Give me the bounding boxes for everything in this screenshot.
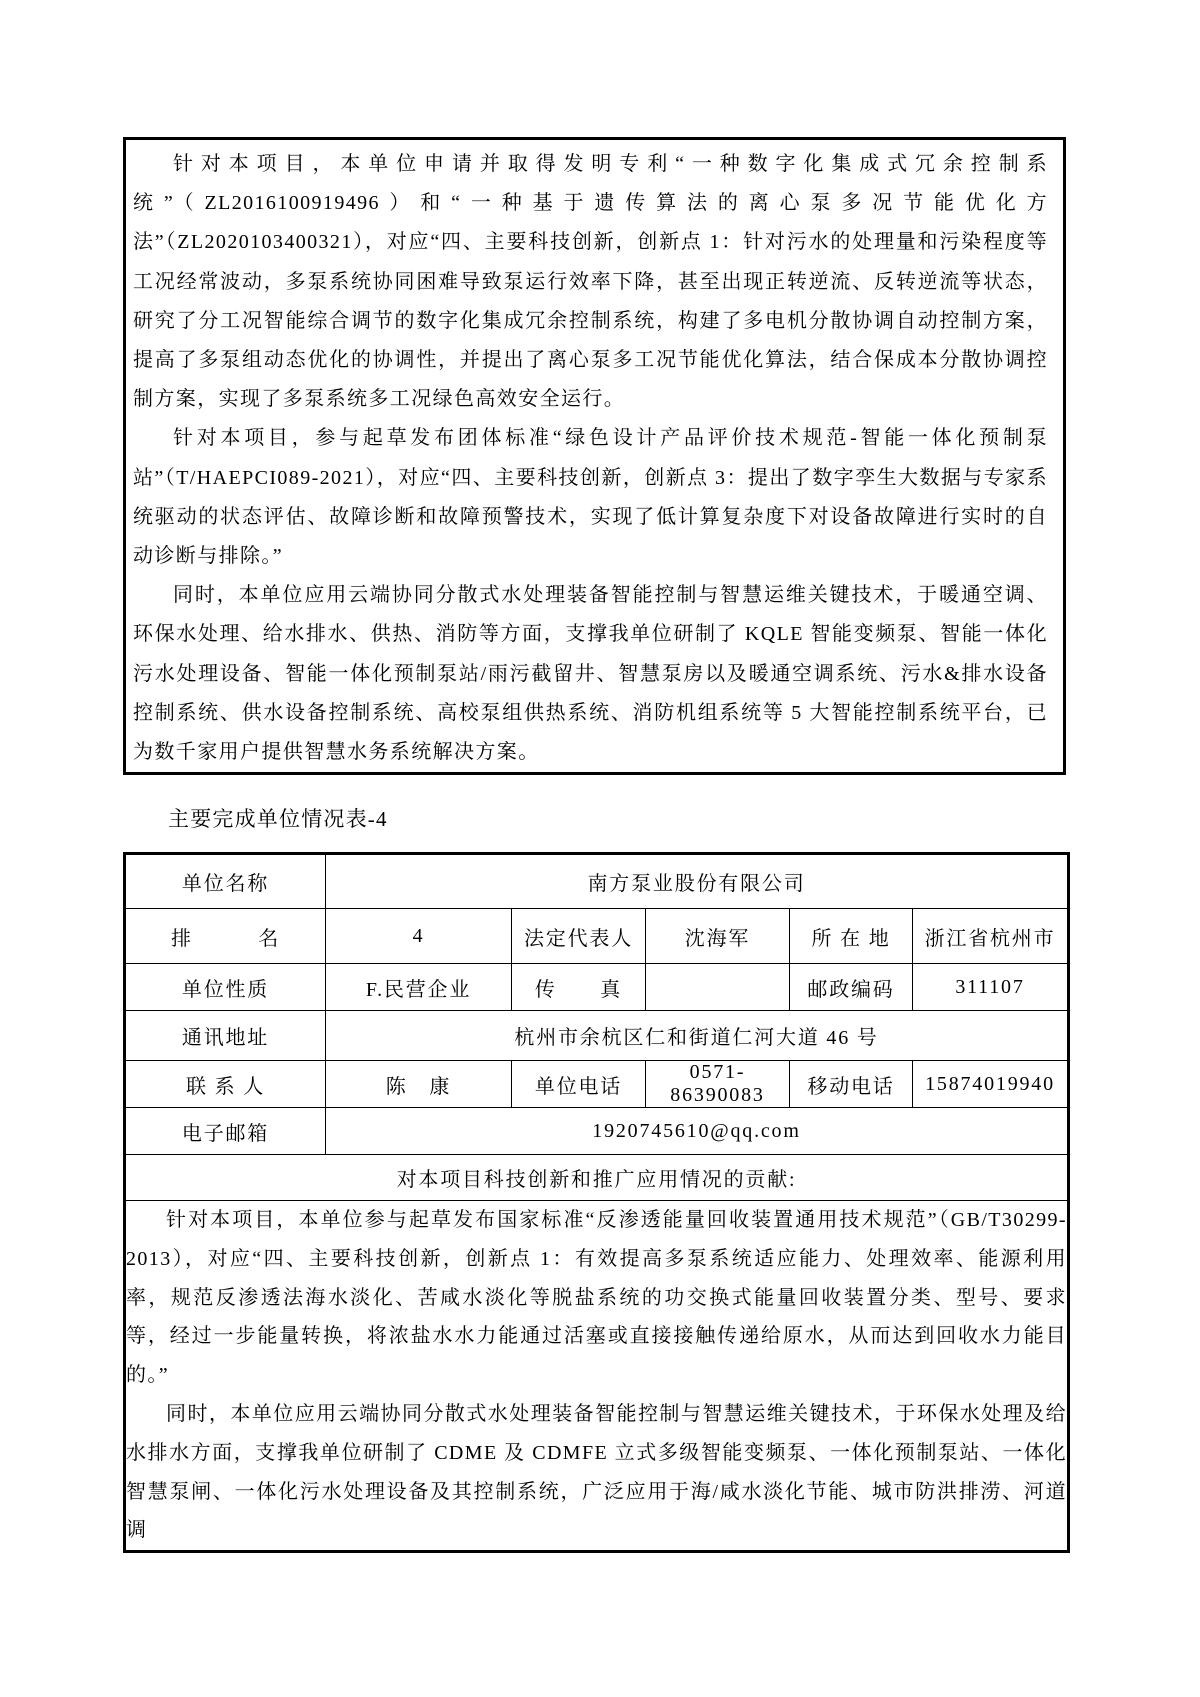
fax-value (646, 964, 790, 1011)
email-label: 电子邮箱 (125, 1108, 326, 1155)
table-row-rank (125, 909, 1069, 964)
table-row-address (125, 1011, 1069, 1061)
table-row-contribution-body (125, 1201, 1069, 1552)
address-value: 杭州市余杭区仁和街道仁河大道 46 号 (326, 1011, 1069, 1061)
contact-label: 联 系 人 (125, 1061, 326, 1108)
paragraph-national-standard: 针对本项目，本单位参与起草发布国家标准“反渗透能量回收装置通用技术规范”（GB/T30299-2013），对应“四、主要科技创新，创新点 1：有效提高多泵系统适应能力、处理效率、能源利用率，规范反渗透法海水淡化、苦咸水淡化等脱盐系统的功交换式能量回收装置分类、型号、要求等，经过一步能量转换，将浓盐水水力能通过活塞或直接接触传递给原水，从而达到回收水力能目的。” (126, 1209, 1067, 1387)
unit-name-value: 南方泵业股份有限公司 (326, 854, 1069, 909)
location-label: 所 在 地 (790, 909, 913, 964)
legal-representative-label: 法定代表人 (512, 909, 646, 964)
paragraph-patents: 针对本项目，本单位申请并取得发明专利“一种数字化集成式冗余控制系统”（ZL2016100919496）和“一种基于遗传算法的离心泵多况节能优化方法”（ZL2020103400321），对应“四、主要科技创新，创新点 1：针对污水的处理量和污染程度等工况经常波动，多泵系统协同困难导致泵运行效率下降，甚至出现正转逆流、反转逆流等状态，研究了分工况智能综合调节的数字化集成冗余控制系统，构建了多电机分散协调自动控制方案，提高了多泵组动态优化的协调性，并提出了离心泵多工况节能优化算法，结合保成本分散协调控制方案，实现了多泵系统多工况绿色高效安全运行。 (133, 153, 1048, 411)
mobile-label: 移动电话 (790, 1061, 913, 1108)
unit-type-value: F.民营企业 (326, 964, 512, 1011)
phone-label: 单位电话 (512, 1061, 646, 1108)
table-row-contribution-header (125, 1155, 1069, 1201)
postcode-label: 邮政编码 (790, 964, 913, 1011)
postcode-value: 311107 (913, 964, 1069, 1011)
contact-value: 陈 康 (326, 1061, 512, 1108)
unit-type-label: 单位性质 (125, 964, 326, 1011)
table-row-unit-name (125, 854, 1069, 909)
table-row-contact (125, 1061, 1069, 1108)
table-row-email (125, 1108, 1069, 1155)
unit-name-label: 单位名称 (125, 854, 326, 909)
paragraph-products: 同时，本单位应用云端协同分散式水处理装备智能控制与智慧运维关键技术，于环保水处理及给水排水方面，支撑我单位研制了 CDME 及 CDMFE 立式多级智能变频泵、一体化预制泵站、一体化智慧泵闸、一体化污水处理设备及其控制系统，广泛应用于海/咸水淡化节能、城市防洪排涝、河道调 (126, 1402, 1067, 1542)
table-title: 主要完成单位情况表-4 (168, 807, 388, 831)
paragraph-group-standard: 针对本项目，参与起草发布团体标准“绿色设计产品评价技术规范-智能一体化预制泵站”（T/HAEPCI089-2021），对应“四、主要科技创新，创新点 3：提出了数字孪生大数据与专家系统驱动的状态评估、故障诊断和故障预警技术，实现了低计算复杂度下对设备故障进行实时的自动诊断与排除。” (133, 427, 1048, 568)
email-value: 1920745610@qq.com (326, 1108, 1069, 1155)
rank-label: 排 名 (125, 909, 326, 964)
prior-section-text-box (123, 137, 1066, 775)
phone-value: 0571-86390083 (646, 1061, 790, 1108)
mobile-value: 15874019940 (913, 1061, 1069, 1108)
fax-label: 传 真 (512, 964, 646, 1011)
contribution-body (125, 1201, 1069, 1552)
table-row-unit-type (125, 964, 1069, 1011)
address-label: 通讯地址 (125, 1011, 326, 1061)
rank-value: 4 (326, 909, 512, 964)
contribution-header: 对本项目科技创新和推广应用情况的贡献: (125, 1155, 1069, 1201)
location-value: 浙江省杭州市 (913, 909, 1069, 964)
paragraph-application-platforms: 同时，本单位应用云端协同分散式水处理装备智能控制与智慧运维关键技术，于暖通空调、环保水处理、给水排水、供热、消防等方面，支撑我单位研制了 KQLE 智能变频泵、智能一体化污水处理设备、智能一体化预制泵站/雨污截留井、智慧泵房以及暖通空调系统、污水&排水设备控制系统、供水设备控制系统、高校泵组供热系统、消防机组系统等 5 大智能控制系统平台，已为数千家用户提供智慧水务系统解决方案。 (133, 584, 1048, 764)
legal-representative-value: 沈海军 (646, 909, 790, 964)
unit-info-table (123, 852, 1070, 1553)
